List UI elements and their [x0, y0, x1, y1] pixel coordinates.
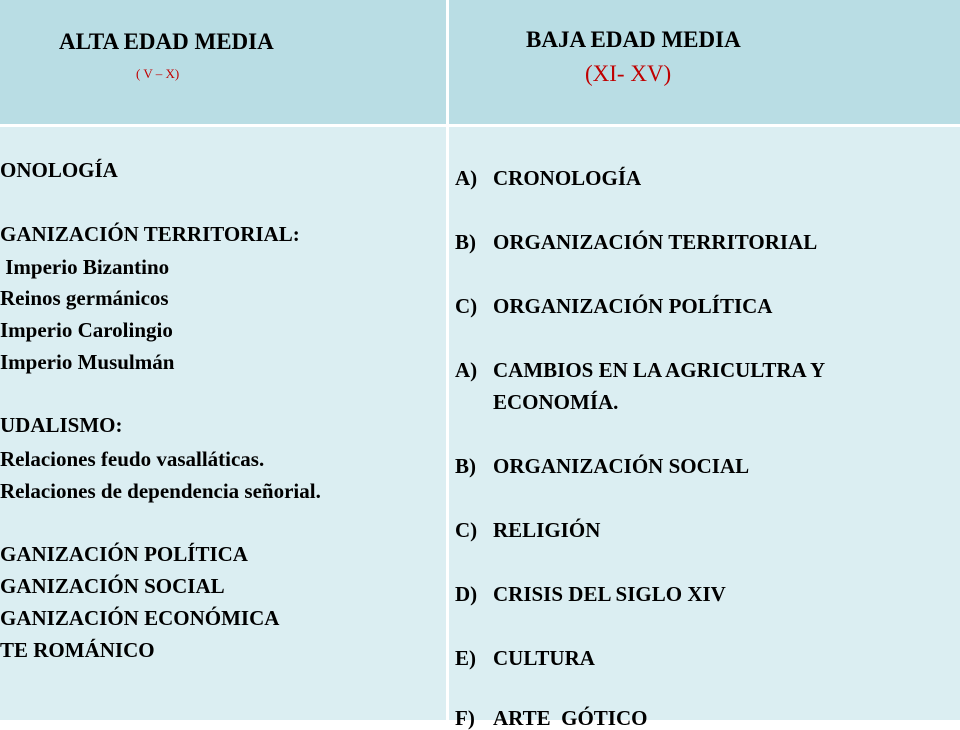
- left-item: UDALISMO:: [0, 413, 123, 437]
- right-item-label: A): [455, 166, 478, 190]
- right-item-text: ARTE GÓTICO: [493, 706, 648, 730]
- right-item-text: CRISIS DEL SIGLO XIV: [493, 582, 726, 606]
- right-item-label: A): [455, 358, 478, 382]
- right-item-text: ORGANIZACIÓN SOCIAL: [493, 454, 750, 478]
- right-header-title: BAJA EDAD MEDIA: [526, 27, 741, 52]
- right-item-label: E): [455, 646, 476, 670]
- right-header-subtitle: (XI- XV): [585, 61, 672, 86]
- left-subitem: Imperio Bizantino: [0, 255, 170, 279]
- left-item: TE ROMÁNICO: [0, 638, 155, 662]
- left-subitem: Imperio Musulmán: [0, 350, 175, 374]
- right-item: [455, 582, 726, 606]
- left-header-title: ALTA EDAD MEDIA: [59, 29, 274, 54]
- left-subitem: Reinos germánicos: [0, 286, 169, 310]
- right-item-label: B): [455, 454, 476, 478]
- right-item: [455, 646, 595, 670]
- right-item-text: ECONOMÍA.: [493, 390, 619, 414]
- right-item: [455, 166, 641, 190]
- left-subitem: Relaciones feudo vasalláticas.: [0, 447, 265, 471]
- left-item: GANIZACIÓN POLÍTICA: [0, 542, 248, 566]
- right-item: [455, 230, 817, 254]
- right-item: [455, 294, 772, 318]
- left-item: GANIZACIÓN ECONÓMICA: [0, 606, 280, 630]
- right-item-text: CRONOLOGÍA: [493, 166, 642, 190]
- right-item: [455, 706, 647, 730]
- left-subitem: Imperio Carolingio: [0, 318, 173, 342]
- right-item-label: C): [455, 294, 478, 318]
- right-item-text: ORGANIZACIÓN POLÍTICA: [493, 294, 773, 318]
- right-item-text: CAMBIOS EN LA AGRICULTRA Y: [493, 358, 826, 382]
- right-item: [455, 454, 749, 478]
- left-item: GANIZACIÓN TERRITORIAL:: [0, 222, 300, 246]
- row-divider: [0, 124, 960, 127]
- right-item-text: ORGANIZACIÓN TERRITORIAL: [493, 230, 818, 254]
- left-subitem: Relaciones de dependencia señorial.: [0, 479, 321, 503]
- right-item-label: D): [455, 582, 478, 606]
- left-header-subtitle: ( V – X): [136, 66, 180, 81]
- right-item-label: F): [455, 706, 475, 730]
- right-item-label: C): [455, 518, 478, 542]
- left-item: GANIZACIÓN SOCIAL: [0, 574, 225, 598]
- right-item-text: RELIGIÓN: [493, 518, 601, 542]
- left-item: ONOLOGÍA: [0, 158, 118, 182]
- left-header-cell: [0, 0, 448, 126]
- right-item-label: B): [455, 230, 476, 254]
- right-item-continuation: [455, 390, 618, 414]
- right-item: [455, 358, 825, 382]
- right-item-text: CULTURA: [493, 646, 595, 670]
- right-item: [455, 518, 600, 542]
- right-body-cell: [448, 126, 960, 720]
- right-header-cell: [448, 0, 960, 126]
- column-divider: [446, 0, 449, 720]
